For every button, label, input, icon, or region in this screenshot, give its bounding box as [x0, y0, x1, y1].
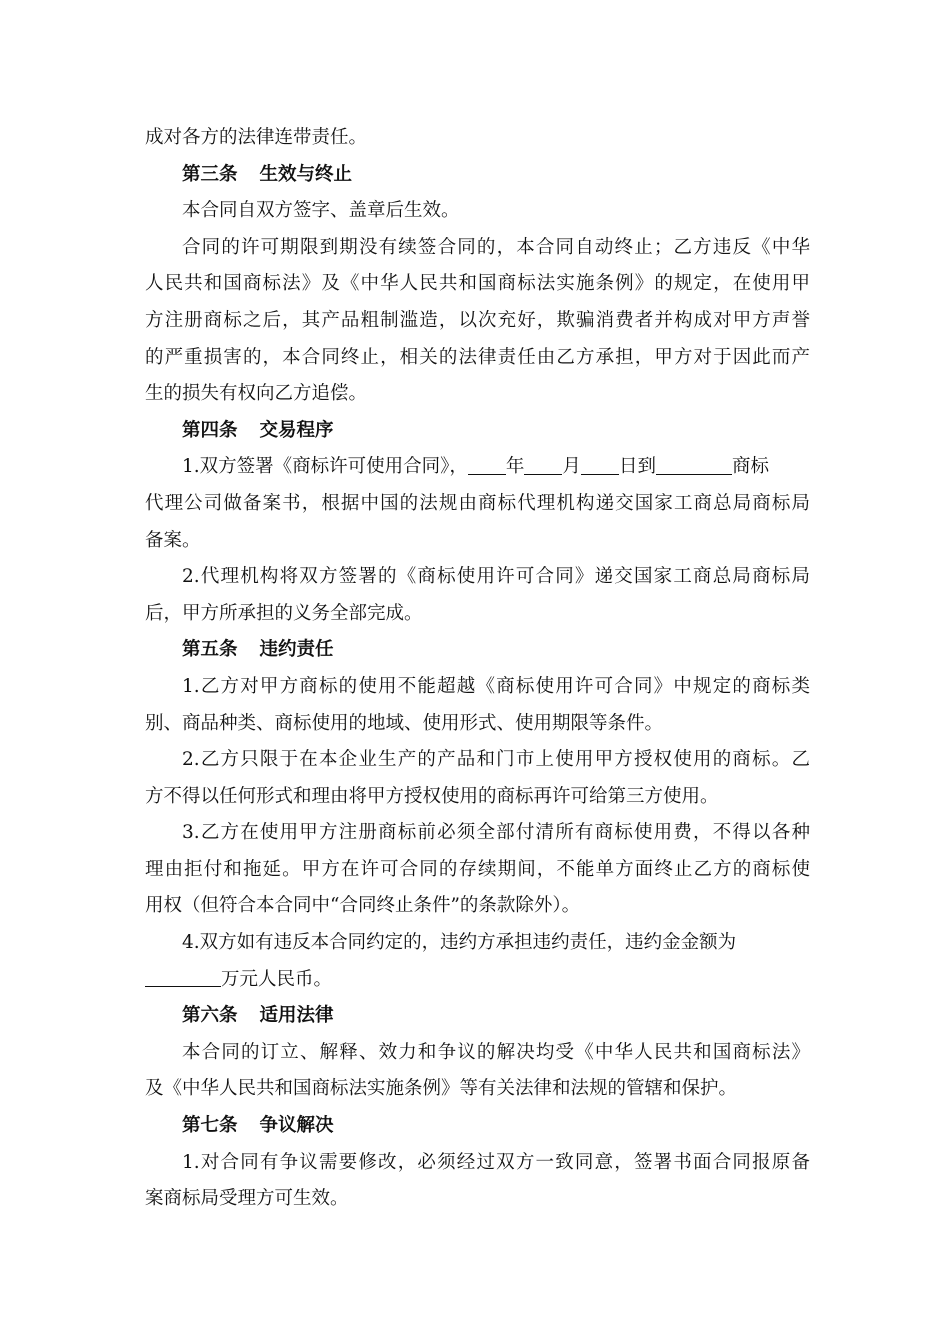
paragraph-line: 别、商品种类、商标使用的地域、使用形式、使用期限等条件。	[145, 712, 664, 734]
year-blank	[468, 454, 506, 474]
article-3-heading	[145, 157, 810, 194]
article-title: 适用法律	[259, 1005, 334, 1027]
paragraph-line: 及《中华人民共和国商标法实施条例》等有关法律和法规的管辖和保护。	[145, 1078, 738, 1100]
paragraph-line: 3.乙方在使用甲方注册商标前必须全部付清所有商标使用费，不得以各种	[182, 822, 810, 844]
document-page	[145, 120, 810, 1218]
paragraph-line: 合同的许可期限到期没有续签合同的，本合同自动终止；乙方违反《中华	[182, 236, 810, 258]
paragraph-line: 方不得以任何形式和理由将甲方授权使用的商标再许可给第三方使用。	[145, 785, 719, 807]
paragraph-line: 1.对合同有争议需要修改，必须经过双方一致同意，签署书面合同报原备	[182, 1151, 810, 1173]
paragraph-line: 2.代理机构将双方签署的《商标使用许可合同》递交国家工商总局商标局	[182, 566, 810, 588]
article-title: 交易程序	[259, 419, 334, 441]
paragraph-line: 理由拒付和拖延。甲方在许可合同的存续期间，不能单方面终止乙方的商标使	[145, 858, 810, 880]
paragraph-line: 1.双方签署《商标许可使用合同》， 年 月 日到 商标	[145, 449, 810, 486]
article-4-heading	[145, 413, 810, 450]
paragraph-line: 生的损失有权向乙方追偿。	[145, 383, 368, 405]
article-number: 第七条	[182, 1115, 238, 1137]
paragraph-line: 案商标局受理方可生效。	[145, 1188, 349, 1210]
article-6-heading	[145, 998, 810, 1035]
paragraph-line: 后，甲方所承担的义务全部完成。	[145, 602, 423, 624]
paragraph-line: 2.乙方只限于在本企业生产的产品和门市上使用甲方授权使用的商标。乙	[182, 749, 810, 771]
paragraph-line: 万元人民币。	[145, 962, 810, 999]
paragraph-line: 备案。	[145, 529, 201, 551]
article-number: 第五条	[182, 639, 238, 661]
article-title: 生效与终止	[259, 163, 353, 185]
penalty-amount-blank	[145, 966, 221, 986]
paragraph-line: 用权（但符合本合同中“合同终止条件”的条款除外）。	[145, 895, 581, 917]
paragraph-line: 人民共和国商标法》及《中华人民共和国商标法实施条例》的规定，在使用甲	[145, 273, 810, 295]
article-title: 违约责任	[259, 639, 334, 661]
article-5-heading	[145, 632, 810, 669]
paragraph-line: 代理公司做备案书，根据中国的法规由商标代理机构递交国家工商总局商标局	[145, 492, 810, 514]
paragraph-line: 方注册商标之后，其产品粗制滥造，以次充好，欺骗消费者并构成对甲方声誉	[145, 309, 810, 331]
article-7-heading	[145, 1108, 810, 1145]
article-title: 争议解决	[259, 1115, 334, 1137]
paragraph-line: 的严重损害的，本合同终止，相关的法律责任由乙方承担，甲方对于因此而产	[145, 346, 810, 368]
month-blank	[524, 454, 562, 474]
paragraph-line: 本合同的订立、解释、效力和争议的解决均受《中华人民共和国商标法》	[182, 1041, 810, 1063]
paragraph-line: 本合同自双方签字、盖章后生效。	[182, 200, 460, 222]
article-number: 第三条	[182, 163, 238, 185]
article-number: 第六条	[182, 1005, 238, 1027]
paragraph-line: 1.乙方对甲方商标的使用不能超越《商标使用许可合同》中规定的商标类	[182, 675, 810, 697]
day-blank	[581, 454, 619, 474]
paragraph-line: 4.双方如有违反本合同约定的，违约方承担违约责任，违约金金额为	[182, 932, 737, 954]
article-number: 第四条	[182, 419, 238, 441]
paragraph-line: 成对各方的法律连带责任。	[145, 127, 368, 148]
agency-name-blank	[656, 454, 732, 474]
